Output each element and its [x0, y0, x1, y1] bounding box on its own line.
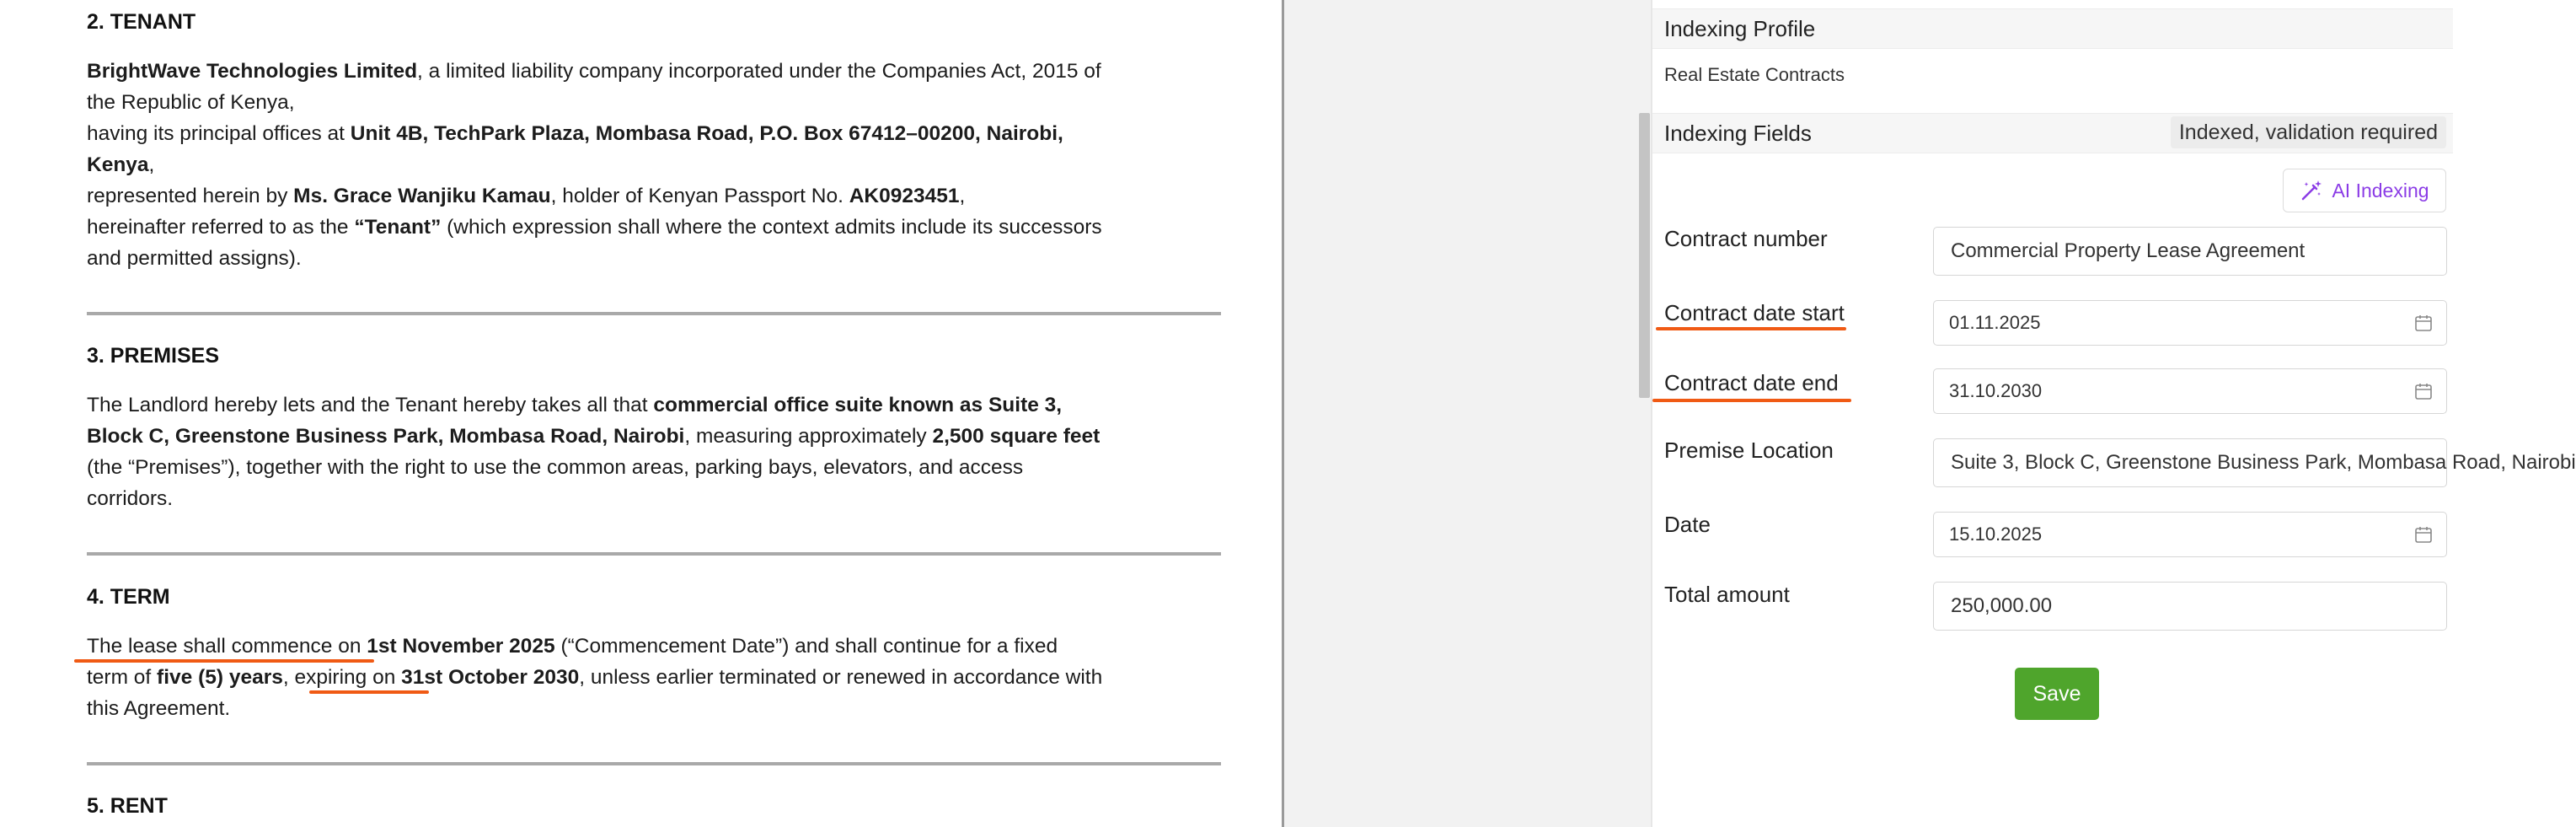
term-paragraph: The lease shall commence on 1st November 2025 (“Commencement Date”) and shall continue for a fixed term of five (5) years, expiring on 31st October 2030, unless earlier terminated or renewed in accordance with this Agreement. [87, 635, 1103, 720]
premise-location-input[interactable]: Suite 3, Block C, Greenstone Business Park, Mombasa Road, Nairobi [1933, 438, 2447, 487]
ai-indexing-label: AI Indexing [2332, 179, 2429, 201]
contract-date-end-input[interactable] [1933, 368, 2447, 414]
date-end-highlight-underline [1652, 399, 1851, 402]
magic-wand-icon [2300, 179, 2323, 202]
section-divider [87, 312, 1221, 315]
contract-date-end-label: Contract date end [1664, 370, 1839, 395]
section-heading-rent: 5. RENT [87, 794, 168, 818]
start-date-text: 1st November 2025 [367, 635, 555, 658]
tenant-paragraph: BrightWave Technologies Limited, a limited liability company incorporated under the Companies Act, 2015 of the Republic of Kenya, having its principal offices at Unit 4B, TechPark Plaza, Mombasa Road, P.O. Box 67412–00200, Nairobi, Kenya, represented herein by Ms. Grace Wanjiku Kamau, holder of Kenyan Passport No. AK0923451, hereinafter referred to as the “Tenant” (which expression shall where the context admits include its successors and permitted assigns). [87, 60, 1102, 270]
end-date-text: 31st October 2030 [401, 666, 580, 689]
fields-title: Indexing Fields [1664, 121, 1812, 146]
contract-date-end-value: 31.10.2030 [1949, 380, 2043, 401]
ai-indexing-button[interactable] [2283, 169, 2446, 212]
date-input[interactable] [1933, 512, 2447, 557]
tenant-representative: Ms. Grace Wanjiku Kamau [293, 185, 551, 207]
premise-location-label: Premise Location [1664, 438, 1834, 463]
calendar-icon[interactable] [2414, 382, 2433, 400]
contract-number-input[interactable]: Commercial Property Lease Agreement [1933, 227, 2447, 276]
profile-title: Indexing Profile [1664, 16, 1816, 41]
date-start-highlight-underline [1656, 327, 1846, 330]
total-amount-label: Total amount [1664, 582, 1790, 607]
passport-number: AK0923451 [849, 185, 960, 207]
section-heading-tenant: 2. TENANT [87, 10, 196, 34]
save-button[interactable]: Save [2015, 668, 2099, 720]
section-divider [87, 552, 1221, 556]
document-viewer [0, 0, 1282, 827]
calendar-icon[interactable] [2414, 525, 2433, 544]
section-heading-premises: 3. PREMISES [87, 344, 219, 368]
tenant-name: BrightWave Technologies Limited [87, 60, 418, 83]
expiring-highlight-underline [309, 690, 429, 694]
tenant-address: Unit 4B, TechPark Plaza, Mombasa Road, P.O. Box 67412–00200, Nairobi, [350, 122, 1063, 145]
date-label: Date [1664, 512, 1711, 537]
section-heading-term: 4. TERM [87, 585, 170, 609]
date-value: 15.10.2025 [1949, 524, 2043, 545]
contract-number-label: Contract number [1664, 226, 1828, 251]
section-divider [87, 762, 1221, 765]
contract-date-start-value: 01.11.2025 [1949, 312, 2041, 333]
calendar-icon[interactable] [2414, 314, 2433, 332]
premises-paragraph: The Landlord hereby lets and the Tenant hereby takes all that commercial office suite known as Suite 3, Block C, Greenstone Business Park, Mombasa Road, Nairobi, measuring approximately 2,500 square feet (the “Premises”), together with the right to use the common areas, parking bays, elevators, and access corridors. [87, 394, 1101, 510]
document-scrollbar[interactable] [1639, 113, 1650, 398]
viewer-gutter [1284, 0, 1651, 827]
profile-value: Real Estate Contracts [1664, 64, 1845, 85]
contract-date-start-input[interactable] [1933, 300, 2447, 346]
total-amount-input[interactable]: 250,000.00 [1933, 582, 2447, 631]
indexing-panel [1651, 0, 2576, 827]
commence-highlight-underline [74, 659, 374, 663]
contract-date-start-label: Contract date start [1664, 300, 1845, 325]
status-badge: Indexed, validation required [2171, 116, 2446, 148]
